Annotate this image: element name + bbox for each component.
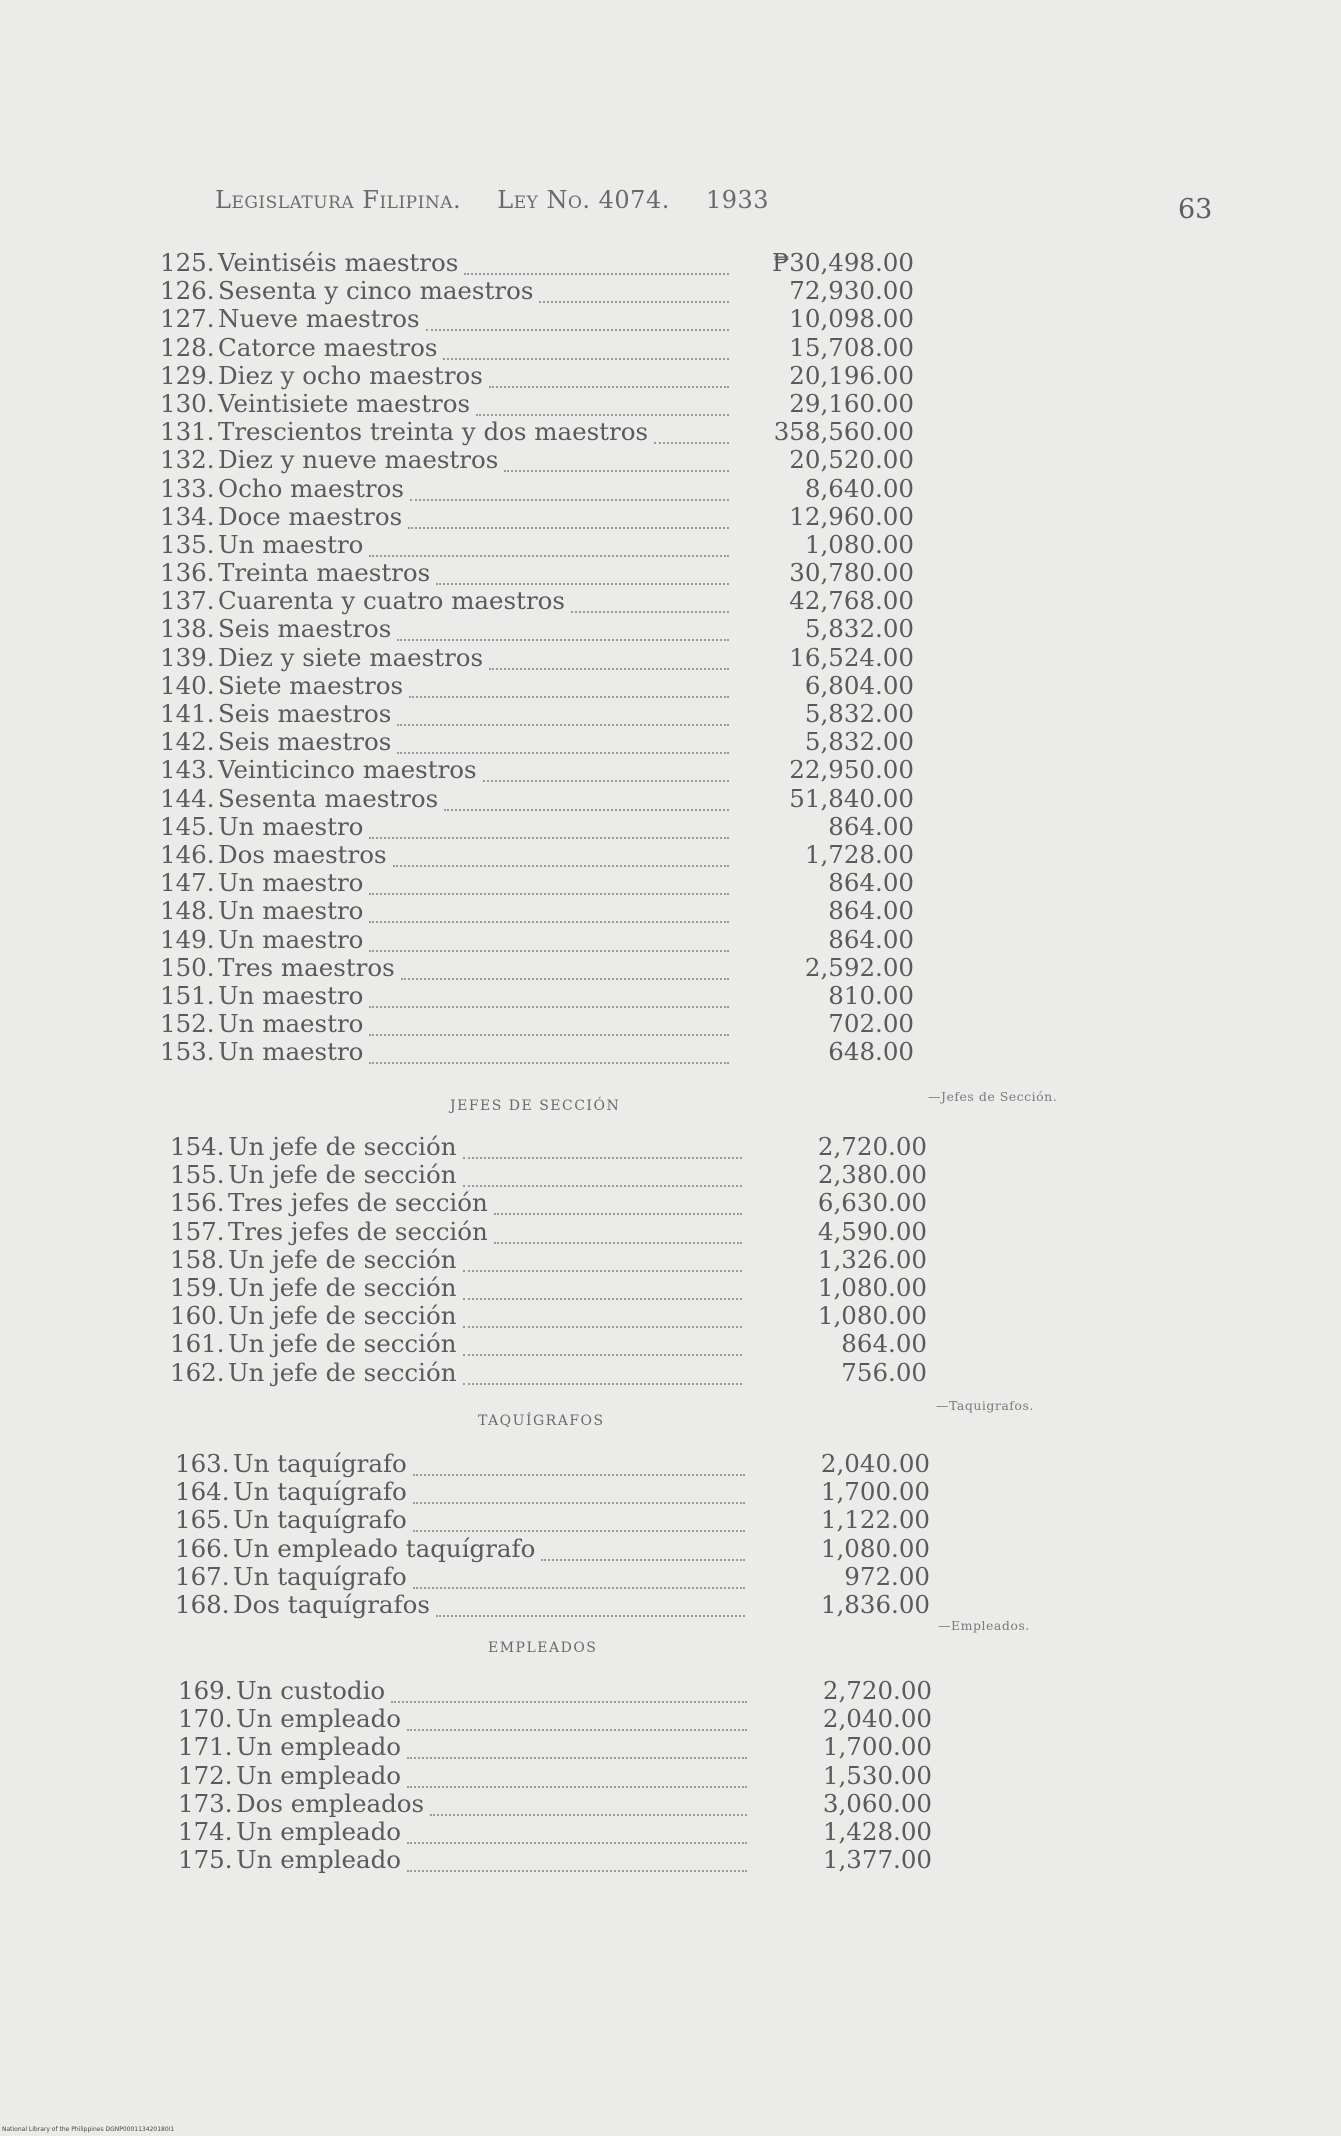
dot-leader <box>463 1359 742 1385</box>
item-number: 170. <box>178 1704 233 1734</box>
item-amount: 5,832.00 <box>804 614 914 644</box>
list-item <box>160 813 914 841</box>
list-item <box>160 277 914 305</box>
law-number: Ley No. 4074. <box>497 186 670 214</box>
list-item <box>160 897 914 925</box>
dot-leader <box>409 672 729 698</box>
list-item <box>175 1506 930 1534</box>
item-label: Un empleado <box>236 1845 402 1875</box>
dot-leader <box>494 1218 742 1244</box>
item-label: Diez y siete maestros <box>218 642 484 672</box>
item-number: 160. <box>170 1301 225 1331</box>
dot-leader <box>408 503 729 529</box>
dot-leader <box>494 1189 742 1215</box>
item-label: Cuarenta y cuatro maestros <box>218 586 565 616</box>
item-label: Un maestro <box>218 980 364 1010</box>
item-number: 166. <box>175 1533 230 1563</box>
list-item <box>160 475 914 503</box>
list-item <box>160 700 914 728</box>
item-number: 164. <box>175 1477 230 1507</box>
item-label: Un taquígrafo <box>233 1449 407 1478</box>
dot-leader <box>463 1330 742 1356</box>
law-year: 1933 <box>706 186 770 214</box>
dot-leader <box>391 1677 747 1703</box>
item-amount: ₱30,498.00 <box>772 248 914 277</box>
item-label: Un jefe de sección <box>228 1272 457 1302</box>
list-item <box>175 1535 930 1563</box>
item-number: 172. <box>178 1760 233 1790</box>
dot-leader <box>539 277 729 303</box>
item-amount: 1,122.00 <box>820 1505 930 1535</box>
dot-leader <box>464 249 729 275</box>
section-block <box>160 249 914 1066</box>
item-label: Un empleado taquígrafo <box>233 1533 536 1563</box>
dot-leader <box>463 1161 742 1187</box>
item-label: Un maestro <box>218 529 364 559</box>
dot-leader <box>393 841 729 867</box>
item-label: Un empleado <box>236 1732 402 1762</box>
section-block <box>175 1450 930 1619</box>
dot-leader <box>413 1506 745 1532</box>
item-label: Seis maestros <box>218 614 392 644</box>
item-label: Un taquígrafo <box>233 1477 407 1507</box>
item-label: Sesenta maestros <box>218 783 439 813</box>
item-number: 133. <box>160 473 215 503</box>
item-number: 146. <box>160 839 215 869</box>
list-item <box>160 418 914 446</box>
list-item <box>160 334 914 362</box>
list-item <box>178 1790 932 1818</box>
item-amount: 1,530.00 <box>822 1760 932 1790</box>
item-amount: 756.00 <box>841 1357 927 1387</box>
item-number: 169. <box>178 1676 233 1705</box>
item-amount: 20,196.00 <box>789 360 914 390</box>
list-item <box>160 954 914 982</box>
item-amount: 1,080.00 <box>804 529 914 559</box>
item-amount: 22,950.00 <box>789 755 914 785</box>
item-label: Un jefe de sección <box>228 1244 457 1274</box>
item-label: Catorce maestros <box>218 332 438 362</box>
item-amount: 810.00 <box>828 980 914 1010</box>
item-amount: 1,080.00 <box>820 1533 930 1563</box>
list-item <box>170 1133 927 1161</box>
item-number: 127. <box>160 304 215 334</box>
item-label: Sesenta y cinco maestros <box>218 276 534 306</box>
item-label: Un maestro <box>218 896 364 926</box>
item-number: 125. <box>160 248 215 277</box>
item-amount: 1,728.00 <box>804 839 914 869</box>
item-number: 162. <box>170 1357 225 1387</box>
item-amount: 10,098.00 <box>789 304 914 334</box>
list-item <box>178 1846 932 1874</box>
item-number: 147. <box>160 868 215 898</box>
item-number: 136. <box>160 558 215 588</box>
item-number: 154. <box>170 1132 225 1161</box>
dot-leader <box>504 446 729 472</box>
dot-leader <box>463 1246 742 1272</box>
item-amount: 864.00 <box>828 811 914 841</box>
running-header <box>215 186 797 214</box>
dot-leader <box>397 728 729 754</box>
item-number: 168. <box>175 1589 230 1619</box>
dot-leader <box>401 954 729 980</box>
list-item <box>178 1733 932 1761</box>
item-label: Un empleado <box>236 1760 402 1790</box>
item-number: 129. <box>160 360 215 390</box>
list-item <box>160 756 914 784</box>
dot-leader <box>407 1846 747 1872</box>
item-label: Un custodio <box>236 1676 386 1705</box>
item-label: Siete maestros <box>218 670 404 700</box>
dot-leader <box>489 644 729 670</box>
list-item <box>170 1218 927 1246</box>
item-number: 175. <box>178 1845 233 1875</box>
item-amount: 20,520.00 <box>789 445 914 475</box>
item-label: Tres jefes de sección <box>228 1216 488 1246</box>
list-item <box>175 1563 930 1591</box>
item-amount: 2,040.00 <box>820 1449 930 1478</box>
dot-leader <box>571 587 729 613</box>
item-label: Un maestro <box>218 1037 364 1067</box>
dot-leader <box>407 1762 747 1788</box>
list-item <box>170 1359 927 1387</box>
item-amount: 42,768.00 <box>789 586 914 616</box>
item-label: Un taquígrafo <box>233 1561 407 1591</box>
list-item <box>175 1591 930 1619</box>
item-number: 134. <box>160 501 215 531</box>
item-amount: 1,700.00 <box>820 1477 930 1507</box>
dot-leader <box>654 418 729 444</box>
dot-leader <box>413 1563 745 1589</box>
item-label: Un jefe de sección <box>228 1329 457 1359</box>
list-item <box>160 362 914 390</box>
item-label: Veintiséis maestros <box>218 248 459 277</box>
item-label: Un jefe de sección <box>228 1160 457 1190</box>
item-label: Un taquígrafo <box>233 1505 407 1535</box>
item-number: 148. <box>160 896 215 926</box>
dot-leader <box>489 362 729 388</box>
item-amount: 864.00 <box>828 924 914 954</box>
list-item <box>160 1038 914 1066</box>
list-item <box>170 1330 927 1358</box>
item-number: 161. <box>170 1329 225 1359</box>
dot-leader <box>436 559 729 585</box>
dot-leader <box>369 531 729 557</box>
list-item <box>170 1246 927 1274</box>
item-amount: 1,080.00 <box>817 1272 927 1302</box>
page-number: 63 <box>1178 194 1213 225</box>
item-number: 163. <box>175 1449 230 1478</box>
dot-leader <box>369 869 729 895</box>
item-amount: 72,930.00 <box>789 276 914 306</box>
item-number: 156. <box>170 1188 225 1218</box>
item-amount: 358,560.00 <box>773 417 914 447</box>
item-number: 158. <box>170 1244 225 1274</box>
item-label: Un empleado <box>236 1816 402 1846</box>
item-label: Seis maestros <box>218 699 392 728</box>
item-number: 139. <box>160 642 215 672</box>
item-amount: 1,836.00 <box>820 1589 930 1619</box>
list-item <box>170 1161 927 1189</box>
item-label: Diez y nueve maestros <box>218 445 499 475</box>
item-number: 171. <box>178 1732 233 1762</box>
item-label: Un empleado <box>236 1704 402 1734</box>
list-item <box>178 1818 932 1846</box>
item-number: 128. <box>160 332 215 362</box>
dot-leader <box>436 1591 745 1617</box>
dot-leader <box>541 1535 745 1561</box>
item-amount: 3,060.00 <box>822 1788 932 1818</box>
item-label: Trescientos treinta y dos maestros <box>218 417 649 447</box>
dot-leader <box>463 1302 742 1328</box>
item-label: Doce maestros <box>218 501 403 531</box>
item-number: 145. <box>160 811 215 841</box>
item-amount: 4,590.00 <box>817 1216 927 1246</box>
list-item <box>170 1274 927 1302</box>
running-title: Legislatura Filipina. <box>215 186 462 214</box>
item-number: 131. <box>160 417 215 447</box>
item-amount: 1,700.00 <box>822 1732 932 1762</box>
item-amount: 5,832.00 <box>804 727 914 757</box>
list-item <box>160 559 914 587</box>
item-number: 135. <box>160 529 215 559</box>
item-amount: 2,720.00 <box>817 1132 927 1161</box>
item-label: Treinta maestros <box>218 558 431 588</box>
item-amount: 2,592.00 <box>804 952 914 982</box>
item-amount: 2,380.00 <box>817 1160 927 1190</box>
list-item <box>160 785 914 813</box>
item-number: 142. <box>160 727 215 757</box>
item-number: 126. <box>160 276 215 306</box>
dot-leader <box>463 1133 742 1159</box>
item-label: Un maestro <box>218 811 364 841</box>
item-number: 150. <box>160 952 215 982</box>
item-number: 132. <box>160 445 215 475</box>
item-amount: 2,040.00 <box>822 1704 932 1734</box>
list-item <box>160 982 914 1010</box>
list-item <box>160 728 914 756</box>
list-item <box>178 1705 932 1733</box>
item-number: 165. <box>175 1505 230 1535</box>
item-number: 137. <box>160 586 215 616</box>
item-amount: 648.00 <box>828 1037 914 1067</box>
item-number: 144. <box>160 783 215 813</box>
list-item <box>160 1010 914 1038</box>
item-number: 159. <box>170 1272 225 1302</box>
item-label: Un maestro <box>218 1009 364 1039</box>
dot-leader <box>397 700 729 726</box>
item-number: 130. <box>160 388 215 418</box>
item-amount: 29,160.00 <box>789 388 914 418</box>
dot-leader <box>430 1790 747 1816</box>
item-number: 153. <box>160 1037 215 1067</box>
item-label: Dos taquígrafos <box>233 1589 430 1619</box>
item-label: Ocho maestros <box>218 473 404 503</box>
section-title: TAQUÍGRAFOS <box>478 1413 605 1429</box>
item-amount: 51,840.00 <box>789 783 914 813</box>
list-item <box>160 841 914 869</box>
margin-note: —Jefes de Sección. <box>928 1089 1058 1104</box>
item-amount: 30,780.00 <box>789 558 914 588</box>
item-label: Un jefe de sección <box>228 1132 457 1161</box>
dot-leader <box>413 1478 745 1504</box>
section-title: EMPLEADOS <box>488 1640 598 1656</box>
item-number: 174. <box>178 1816 233 1846</box>
item-label: Diez y ocho maestros <box>218 360 483 390</box>
item-number: 157. <box>170 1216 225 1246</box>
dot-leader <box>369 926 729 952</box>
item-amount: 6,630.00 <box>817 1188 927 1218</box>
item-amount: 1,428.00 <box>822 1816 932 1846</box>
item-number: 155. <box>170 1160 225 1190</box>
item-number: 151. <box>160 980 215 1010</box>
item-amount: 1,326.00 <box>817 1244 927 1274</box>
item-number: 138. <box>160 614 215 644</box>
dot-leader <box>413 1450 745 1476</box>
dot-leader <box>369 813 729 839</box>
list-item <box>170 1302 927 1330</box>
item-amount: 12,960.00 <box>789 501 914 531</box>
item-number: 152. <box>160 1009 215 1039</box>
item-amount: 864.00 <box>828 868 914 898</box>
list-item <box>160 305 914 333</box>
margin-note: —Empleados. <box>938 1618 1030 1633</box>
list-item <box>178 1677 932 1705</box>
item-amount: 1,377.00 <box>822 1845 932 1875</box>
item-amount: 864.00 <box>828 896 914 926</box>
dot-leader <box>483 756 729 782</box>
dot-leader <box>443 334 729 360</box>
list-item <box>160 926 914 954</box>
scan-credit: National Library of the Philippines DGNP000113420180I1 <box>2 2126 175 2133</box>
list-item <box>160 390 914 418</box>
list-item <box>160 249 914 277</box>
item-amount: 972.00 <box>844 1561 930 1591</box>
dot-leader <box>397 615 729 641</box>
item-label: Un jefe de sección <box>228 1357 457 1387</box>
list-item <box>178 1762 932 1790</box>
dot-leader <box>369 1010 729 1036</box>
dot-leader <box>369 1038 729 1064</box>
section-block <box>170 1133 927 1387</box>
item-amount: 2,720.00 <box>822 1676 932 1705</box>
list-item <box>170 1189 927 1217</box>
list-item <box>175 1478 930 1506</box>
item-label: Tres jefes de sección <box>228 1188 488 1218</box>
item-label: Dos empleados <box>236 1788 425 1818</box>
list-item <box>160 672 914 700</box>
dot-leader <box>407 1733 747 1759</box>
item-amount: 5,832.00 <box>804 699 914 728</box>
dot-leader <box>407 1818 747 1844</box>
dot-leader <box>407 1705 747 1731</box>
dot-leader <box>476 390 729 416</box>
item-label: Veintisiete maestros <box>218 388 471 418</box>
list-item <box>175 1450 930 1478</box>
item-amount: 1,080.00 <box>817 1301 927 1331</box>
item-label: Un maestro <box>218 924 364 954</box>
list-item <box>160 531 914 559</box>
item-label: Un jefe de sección <box>228 1301 457 1331</box>
section-block <box>178 1677 932 1874</box>
list-item <box>160 869 914 897</box>
dot-leader <box>444 785 729 811</box>
item-number: 149. <box>160 924 215 954</box>
dot-leader <box>369 982 729 1008</box>
list-item <box>160 446 914 474</box>
item-amount: 702.00 <box>828 1009 914 1039</box>
item-label: Seis maestros <box>218 727 392 757</box>
item-number: 140. <box>160 670 215 700</box>
dot-leader <box>426 305 729 331</box>
item-amount: 8,640.00 <box>804 473 914 503</box>
dot-leader <box>410 475 729 501</box>
item-label: Tres maestros <box>218 952 395 982</box>
item-number: 143. <box>160 755 215 785</box>
item-label: Nueve maestros <box>218 304 420 334</box>
dot-leader <box>369 897 729 923</box>
list-item <box>160 615 914 643</box>
section-title: JEFES DE SECCIÓN <box>450 1098 621 1114</box>
item-label: Veinticinco maestros <box>218 755 477 785</box>
list-item <box>160 644 914 672</box>
list-item <box>160 587 914 615</box>
item-number: 173. <box>178 1788 233 1818</box>
item-amount: 16,524.00 <box>789 642 914 672</box>
item-number: 167. <box>175 1561 230 1591</box>
item-number: 141. <box>160 699 215 728</box>
item-amount: 6,804.00 <box>804 670 914 700</box>
item-label: Dos maestros <box>218 839 387 869</box>
item-amount: 15,708.00 <box>789 332 914 362</box>
item-label: Un maestro <box>218 868 364 898</box>
dot-leader <box>463 1274 742 1300</box>
item-amount: 864.00 <box>841 1329 927 1359</box>
list-item <box>160 503 914 531</box>
margin-note: —Taquigrafos. <box>936 1398 1034 1413</box>
